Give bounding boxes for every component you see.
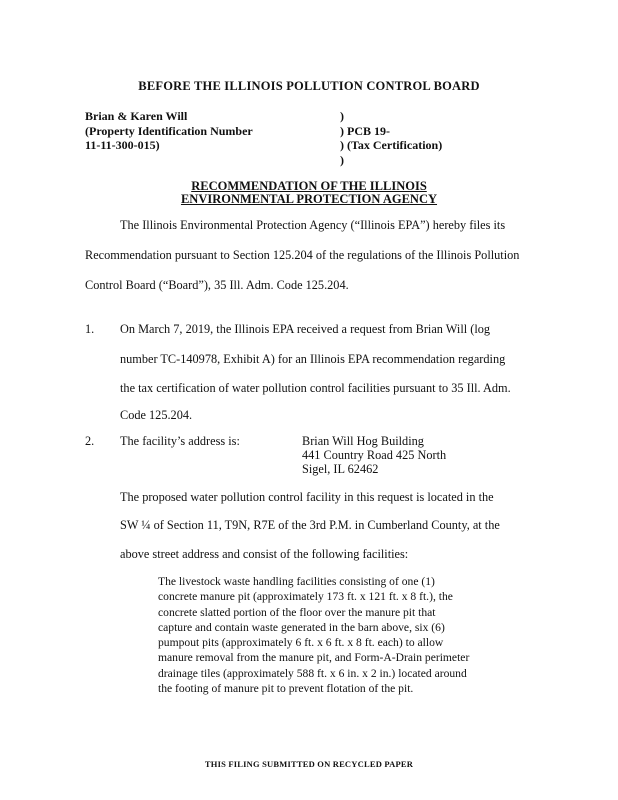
caption-left-line: (Property Identification Number [85,123,253,138]
block-line: capture and contain waste generated in the barn above, six (6) [158,620,445,634]
item-number: 2. [85,434,95,448]
block-line: concrete manure pit (approximately 173 ft. x 121 ft. x 8 ft.), the [158,590,453,604]
item2-para-line: The proposed water pollution control facility in this request is located in the [120,490,494,504]
intro-line: Control Board (“Board”), 35 Ill. Adm. Code 125.204. [85,278,349,292]
footer-note: THIS FILING SUBMITTED ON RECYCLED PAPER [204,759,414,769]
item-number: 1. [85,322,95,336]
block-line: drainage tiles (approximately 588 ft. x 6 in. x 2 in.) located around [158,666,467,680]
caption-right-line: ) [340,109,344,123]
recommendation-title-line2: ENVIRONMENTAL PROTECTION AGENCY [180,192,438,206]
address-line: 441 Country Road 425 North [302,448,447,462]
item1-line: Code 125.204. [120,408,193,422]
intro-line: The Illinois Environmental Protection Agency (“Illinois EPA”) hereby files its [120,218,506,232]
facility-description-block [158,574,469,696]
caption-left-line: Brian & Karen Will [85,109,188,123]
item2-para-line: SW ¼ of Section 11, T9N, R7E of the 3rd P.M. in Cumberland County, at the [120,518,500,532]
intro-line: Recommendation pursuant to Section 125.204 of the regulations of the Illinois Pollution [85,248,520,262]
caption-right-line: ) PCB 19- [340,123,390,138]
item1-line: the tax certification of water pollution control facilities pursuant to 35 Ill. Adm. [120,381,511,395]
document-title: BEFORE THE ILLINOIS POLLUTION CONTROL BOARD [138,79,480,93]
address-line: Sigel, IL 62462 [302,462,379,476]
caption-right-line: ) (Tax Certification) [340,138,443,152]
block-line: concrete slatted portion of the floor over the manure pit that [158,605,436,619]
item1-line: number TC-140978, Exhibit A) for an Illinois EPA recommendation regarding [120,352,506,366]
block-line: the footing of manure pit to prevent flotation of the pit. [158,682,414,696]
recommendation-title-line1: RECOMMENDATION OF THE ILLINOIS [191,179,427,193]
caption-right-line: ) [340,152,344,167]
address-label: The facility’s address is: [120,434,240,448]
block-line: pumpout pits (approximately 6 ft. x 6 ft. x 8 ft. each) to allow [158,636,444,650]
item1-line: On March 7, 2019, the Illinois EPA received a request from Brian Will (log [120,322,491,336]
caption-parties [85,109,253,153]
block-line: The livestock waste handling facilities consisting of one (1) [158,575,435,588]
block-line: manure removal from the manure pit, and Form-A-Drain perimeter [158,651,470,665]
item2-para-line: above street address and consist of the following facilities: [120,547,409,561]
caption-case-info [340,109,442,167]
caption-left-line: 11-11-300-015) [85,138,160,152]
address-line: Brian Will Hog Building [302,434,424,448]
